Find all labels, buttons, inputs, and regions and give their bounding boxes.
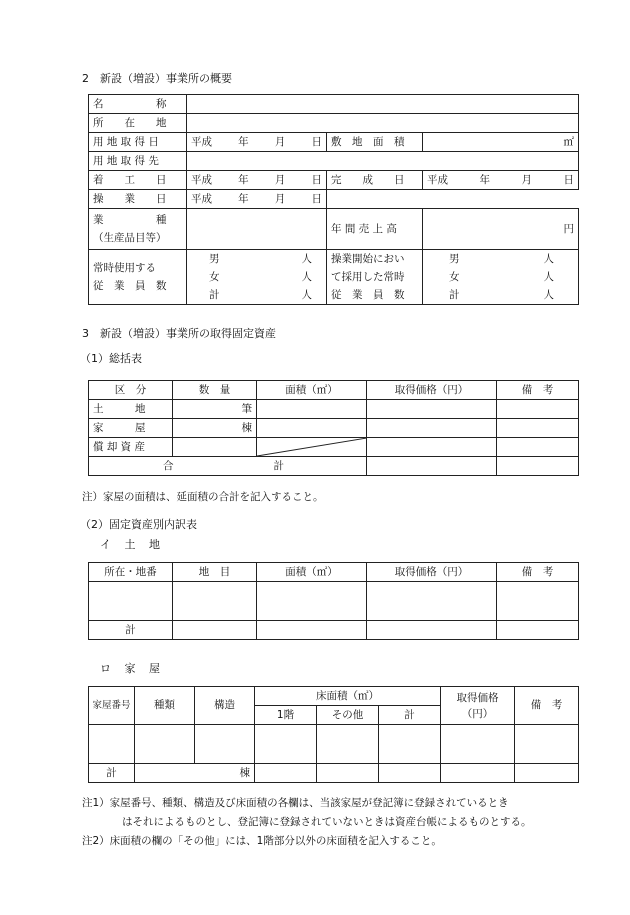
land-total-remarks[interactable] [497,621,579,640]
cell-remarks-land[interactable] [497,400,579,419]
label-annual-sales: 年 間 売 上 高 [327,209,423,250]
header-remarks: 備 考 [497,381,579,400]
row-label-house: 家 屋 [89,419,173,438]
label-operation-start: 操 業 日 [89,190,187,209]
value-annual-sales[interactable]: 円 [423,209,579,250]
summary-subheading: （1）総括表 [80,352,142,365]
land-total-label: 計 [89,621,173,640]
house-header-other: その他 [317,706,379,725]
label-acquisition-from: 用 地 取 得 先 [89,152,187,171]
house-cell-sum[interactable] [379,725,441,764]
total-label: 合 計 [89,457,367,476]
label-construction-start: 着 工 日 [89,171,187,190]
house-header-floor-area: 床面積（㎡） [255,687,441,706]
blank-cell [327,190,579,209]
house-title: ロ 家 屋 [100,662,165,675]
house-cell-first-floor[interactable] [255,725,317,764]
value-acquisition-date[interactable]: 平成 年 月 日 [187,133,327,152]
value-completion[interactable]: 平成 年 月 日 [423,171,579,190]
house-total-sum[interactable] [379,764,441,783]
table-row [89,621,579,640]
house-total-price[interactable] [441,764,515,783]
house-header-number: 家屋番号 [89,687,135,725]
cell-remarks-total[interactable] [497,457,579,476]
house-header-first-floor: 1階 [255,706,317,725]
land-header-category: 地 目 [173,563,257,582]
land-total-area[interactable] [257,621,367,640]
house-table [88,686,579,783]
table-row [89,457,579,476]
value-construction-start[interactable]: 平成 年 月 日 [187,171,327,190]
note-2-line-2: はそれによるものとし、登記簿に登録されていないときは資産台帳によるものとする。 [122,816,532,828]
label-hired-employees: 操業開始におい て採用した常時 従 業 員 数 [327,250,423,305]
house-cell-number[interactable] [89,725,135,764]
label-location: 所 在 地 [89,114,187,133]
cell-price-land[interactable] [367,400,497,419]
row-label-depreciable: 償 却 資 産 [89,438,173,457]
house-total-count[interactable]: 棟 [135,764,255,783]
value-industry[interactable] [187,209,327,250]
house-total-first-floor[interactable] [255,764,317,783]
land-cell-price[interactable] [367,582,497,621]
land-cell-area[interactable] [257,582,367,621]
land-header-price: 取得価格（円） [367,563,497,582]
note-1: 注）家屋の面積は、延面積の合計を記入すること。 [82,491,324,503]
cell-price-house[interactable] [367,419,497,438]
label-acquisition-date: 用 地 取 得 日 [89,133,187,152]
value-name[interactable] [187,95,579,114]
breakdown-subheading: （2）固定資産別内訳表 [80,518,197,531]
cell-quantity-depreciable[interactable] [173,438,257,457]
summary-table [88,380,579,476]
value-hired-employees[interactable]: 男 人 女 人 計 人 [423,250,579,305]
label-completion: 完 成 日 [327,171,423,190]
header-quantity: 数 量 [173,381,257,400]
house-cell-remarks[interactable] [515,725,579,764]
house-cell-price[interactable] [441,725,515,764]
house-cell-structure[interactable] [195,725,255,764]
house-header-sum: 計 [379,706,441,725]
land-total-category[interactable] [173,621,257,640]
table-row [89,419,579,438]
row-label-land: 土 地 [89,400,173,419]
cell-quantity-house[interactable]: 棟 [173,419,257,438]
land-header-area: 面積（㎡） [257,563,367,582]
value-acquisition-from[interactable] [187,152,579,171]
cell-area-land[interactable] [257,400,367,419]
label-site-area: 敷 地 面 積 [327,133,423,152]
house-total-remarks[interactable] [515,764,579,783]
cell-price-depreciable[interactable] [367,438,497,457]
cell-quantity-land[interactable]: 筆 [173,400,257,419]
value-employees[interactable]: 男 人 女 人 計 人 [187,250,327,305]
section-3-heading: 3 新設（増設）事業所の取得固定資産 [82,327,276,340]
land-title: イ 土 地 [100,538,165,551]
table-row [89,764,579,783]
land-cell-location[interactable] [89,582,173,621]
house-header-type: 種類 [135,687,195,725]
value-operation-start[interactable]: 平成 年 月 日 [187,190,327,209]
table-row [89,582,579,621]
header-area: 面積（㎡） [257,381,367,400]
cell-remarks-house[interactable] [497,419,579,438]
cell-price-total[interactable] [367,457,497,476]
diagonal-line [257,438,367,456]
value-location[interactable] [187,114,579,133]
value-site-area[interactable]: ㎡ [423,133,579,152]
header-category: 区 分 [89,381,173,400]
land-table [88,562,579,640]
house-cell-other[interactable] [317,725,379,764]
table-row [89,725,579,764]
label-employees: 常時使用する 従 業 員 数 [89,250,187,305]
land-cell-category[interactable] [173,582,257,621]
label-industry: 業 種 （生産品目等） [89,209,187,250]
house-header-remarks: 備 考 [515,687,579,725]
cell-remarks-depreciable[interactable] [497,438,579,457]
label-name: 名 称 [89,95,187,114]
section-2-heading: 2 新設（増設）事業所の概要 [82,72,232,85]
land-header-location: 所在・地番 [89,563,173,582]
note-3: 注2）床面積の欄の「その他」には、1階部分以外の床面積を記入すること。 [82,835,442,847]
house-total-other[interactable] [317,764,379,783]
house-total-label: 計 [89,764,135,783]
table-row [89,400,579,419]
table-row [89,438,579,457]
land-header-remarks: 備 考 [497,563,579,582]
land-total-price[interactable] [367,621,497,640]
house-cell-type[interactable] [135,725,195,764]
note-2-line-1: 注1）家屋番号、種類、構造及び床面積の各欄は、当該家屋が登記簿に登録されているとき [82,797,509,809]
cell-area-house[interactable] [257,419,367,438]
land-cell-remarks[interactable] [497,582,579,621]
header-price: 取得価格（円） [367,381,497,400]
house-header-structure: 構造 [195,687,255,725]
cell-area-depreciable-struck [257,438,367,457]
overview-table [88,94,579,305]
house-header-price: 取得価格 （円） [441,687,515,725]
